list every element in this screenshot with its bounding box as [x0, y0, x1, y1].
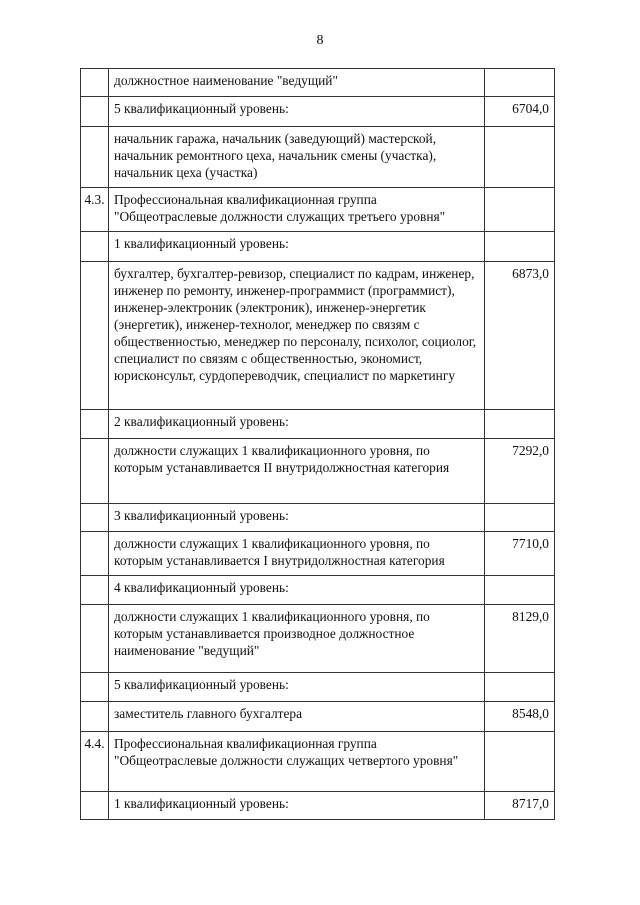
table-row — [81, 69, 555, 97]
row-number — [81, 97, 109, 127]
table-row — [81, 232, 555, 262]
group-title-cell: Профессиональная квалификационная группа "Общеотраслевые должности служащих четвертого уровня" — [109, 732, 485, 792]
salary-value — [485, 504, 555, 532]
salary-value — [485, 673, 555, 702]
table-row — [81, 127, 555, 188]
salary-value: 6704,0 — [485, 97, 555, 127]
row-number — [81, 410, 109, 439]
table-row — [81, 605, 555, 673]
row-number — [81, 792, 109, 820]
table-row — [81, 439, 555, 504]
position-cell: должности служащих 1 квалификационного уровня, по которым устанавливается II внутридолжностная категория — [109, 439, 485, 504]
group-number: 4.3. — [81, 188, 109, 232]
salary-value — [485, 732, 555, 792]
salary-value — [485, 127, 555, 188]
row-number — [81, 504, 109, 532]
table-row — [81, 576, 555, 605]
salary-value — [485, 576, 555, 605]
row-number — [81, 576, 109, 605]
table-row — [81, 262, 555, 410]
page-number: 8 — [316, 33, 324, 48]
salary-value: 8548,0 — [485, 702, 555, 732]
table-row — [81, 188, 555, 232]
salary-value: 7710,0 — [485, 532, 555, 576]
salary-value: 6873,0 — [485, 262, 555, 410]
salary-value: 8717,0 — [485, 792, 555, 820]
table-row — [81, 673, 555, 702]
level-cell: 1 квалификационный уровень: — [109, 792, 485, 820]
row-number — [81, 262, 109, 410]
row-number — [81, 69, 109, 97]
table-row — [81, 792, 555, 820]
row-number — [81, 702, 109, 732]
row-number — [81, 127, 109, 188]
salary-value — [485, 410, 555, 439]
row-number — [81, 532, 109, 576]
table-row — [81, 504, 555, 532]
position-cell: заместитель главного бухгалтера — [109, 702, 485, 732]
salary-table — [80, 68, 555, 820]
salary-value: 7292,0 — [485, 439, 555, 504]
position-cell: должности служащих 1 квалификационного уровня, по которым устанавливается производное должностное наименование "ведущий" — [109, 605, 485, 673]
salary-value — [485, 188, 555, 232]
salary-value — [485, 69, 555, 97]
position-cell: должностное наименование "ведущий" — [109, 69, 485, 97]
level-cell: 5 квалификационный уровень: — [109, 97, 485, 127]
salary-value: 8129,0 — [485, 605, 555, 673]
level-cell: 5 квалификационный уровень: — [109, 673, 485, 702]
level-cell: 3 квалификационный уровень: — [109, 504, 485, 532]
level-cell: 4 квалификационный уровень: — [109, 576, 485, 605]
table-row — [81, 410, 555, 439]
table-row — [81, 532, 555, 576]
table-row — [81, 702, 555, 732]
row-number — [81, 605, 109, 673]
position-cell: начальник гаража, начальник (заведующий) мастерской, начальник ремонтного цеха, начальник смены (участка), начальник цеха (участка) — [109, 127, 485, 188]
row-number — [81, 439, 109, 504]
position-cell: должности служащих 1 квалификационного уровня, по которым устанавливается I внутридолжностная категория — [109, 532, 485, 576]
salary-value — [485, 232, 555, 262]
group-title-cell: Профессиональная квалификационная группа "Общеотраслевые должности служащих третьего уровня" — [109, 188, 485, 232]
row-number — [81, 673, 109, 702]
level-cell: 2 квалификационный уровень: — [109, 410, 485, 439]
salary-table-body — [81, 69, 555, 820]
table-row — [81, 732, 555, 792]
level-cell: 1 квалификационный уровень: — [109, 232, 485, 262]
position-cell: бухгалтер, бухгалтер-ревизор, специалист по кадрам, инженер, инженер по ремонту, инженер-программист (программист), инженер-электроник (электроник), инженер-энергетик (энергетик), инженер-технолог, менеджер по связям с общественностью, менеджер по персоналу, психолог, социолог, специалист по связям с общественностью, экономист, юрисконсульт, сурдопереводчик, специалист по маркетингу — [109, 262, 485, 410]
group-number: 4.4. — [81, 732, 109, 792]
table-row — [81, 97, 555, 127]
row-number — [81, 232, 109, 262]
